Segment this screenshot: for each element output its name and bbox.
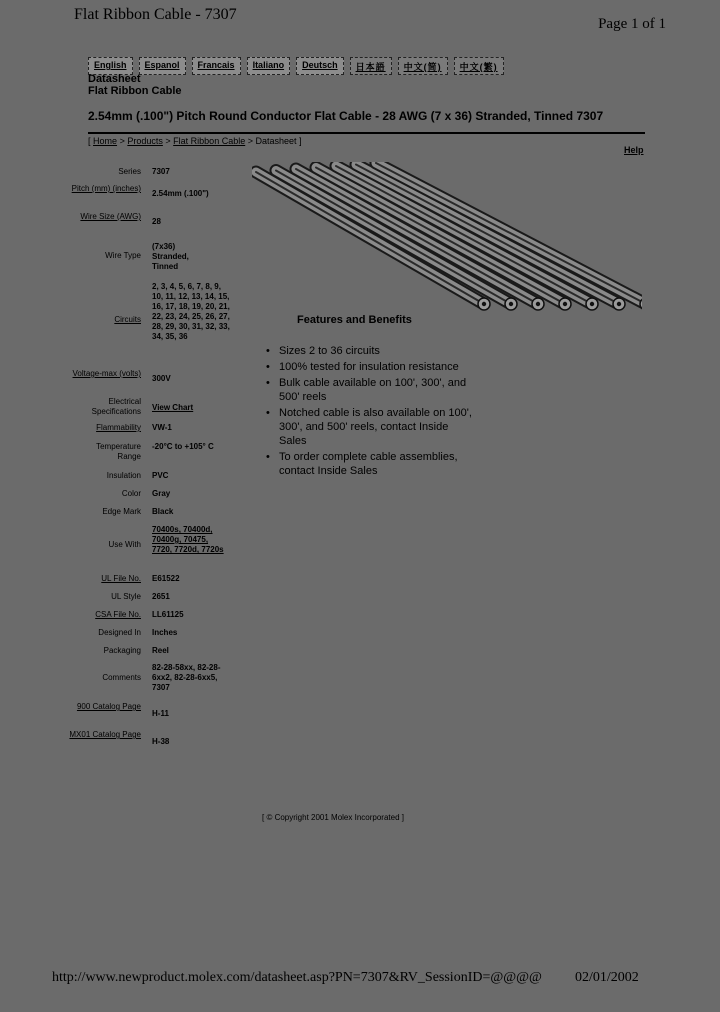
cable-conductor-core [617,302,621,306]
spec-label: Color [121,489,141,498]
spec-row-designed-in [80,628,240,640]
lang-italiano[interactable]: Italiano [247,57,291,75]
spec-label[interactable]: 900 Catalog Page [76,702,141,711]
spec-value: 2, 3, 4, 5, 6, 7, 8, 9, 10, 11, 12, 13, 14, 15, 16, 17, 18, 19, 20, 21, 22, 23, 24, 25, 26, 27, 28, 29, 30, 31, 32, 33, 34, 35, 36 [152,282,230,341]
spec-value: H-11 [152,709,169,718]
spec-row-wire-type [80,242,240,274]
spec-value: PVC [152,471,169,480]
breadcrumb-category[interactable]: Flat Ribbon Cable [173,136,246,146]
spec-row-flammability [80,423,240,435]
language-bar [88,57,530,75]
breadcrumb-sep: > [119,136,125,146]
use-with-links[interactable]: 70400s, 70400d, 70400g, 70475, 7720, 7720d, 7720s [152,525,224,554]
spec-value: VW-1 [152,423,172,432]
spec-value: Reel [152,646,169,655]
spec-label[interactable]: Wire Size (AWG) [80,212,141,221]
spec-row-900-catalog [76,702,240,724]
features-heading: Features and Benefits [297,314,412,326]
spec-label[interactable]: CSA File No. [95,610,141,619]
header-divider [88,132,645,134]
spec-label[interactable]: Pitch (mm) (inches) [71,184,141,193]
spec-value: 300V [152,374,171,383]
spec-label[interactable]: UL File No. [101,574,141,583]
spec-label: Comments [102,673,141,682]
page-number: Page 1 of 1 [598,16,666,32]
spec-row-comments [80,663,240,695]
spec-value: 28 [152,217,161,226]
breadcrumb-close: ] [299,136,302,146]
spec-row-use-with [80,525,240,569]
spec-row-csa-file [80,610,240,622]
spec-label[interactable]: Flammability [96,423,141,432]
footer-date: 02/01/2002 [575,970,639,985]
lang-japanese[interactable]: 日本語 [350,57,392,75]
spec-value: E61522 [152,574,180,583]
spec-row-series [80,167,240,179]
spec-label: Designed In [98,628,141,637]
cable-strands [256,163,642,310]
lang-francais[interactable]: Francais [192,57,241,75]
breadcrumb-sep: > [247,136,253,146]
breadcrumb-sep: > [165,136,171,146]
lang-espanol[interactable]: Espanol [139,57,186,75]
spec-label: Edge Mark [102,507,141,516]
spec-label[interactable]: Voltage-max (volts) [72,369,141,378]
spec-label[interactable]: Circuits [114,315,141,324]
spec-label: UL Style [111,592,141,601]
spec-row-circuits [80,282,240,362]
feature-item: • Bulk cable available on 100', 300', and 500' reels [266,376,476,404]
spec-value: H-38 [152,737,170,746]
spec-label: Insulation [106,471,141,480]
spec-row-color [80,489,240,501]
spec-row-edge-mark [80,507,240,519]
product-title: Flat Ribbon Cable [88,85,182,97]
spec-row-electrical [80,397,240,419]
breadcrumb-products[interactable]: Products [127,136,163,146]
spec-value: Black [152,507,174,516]
feature-item: • To order complete cable assemblies, contact Inside Sales [266,450,476,478]
breadcrumb-current: Datasheet [255,136,297,146]
spec-value: 2.54mm (.100") [152,189,209,198]
spec-row-insulation [80,471,240,483]
view-chart-link[interactable]: View Chart [152,403,194,412]
datasheet-label: Datasheet [88,73,141,85]
spec-value: LL61125 [152,610,184,619]
spec-row-ul-file [80,574,240,586]
feature-item: • 100% tested for insulation resistance [266,360,476,374]
feature-item: • Sizes 2 to 36 circuits [266,344,476,358]
product-subtitle: 2.54mm (.100") Pitch Round Conductor Flat Cable - 28 AWG (7 x 36) Stranded, Tinned 7307 [88,109,604,123]
spec-value: 2651 [152,592,170,601]
spec-row-wire-size [80,212,240,234]
lang-chinese-traditional[interactable]: 中文(繁) [454,57,504,75]
cable-conductor-core [482,302,486,306]
spec-row-temperature [80,442,240,464]
spec-value: (7x36) Stranded, Tinned [152,242,189,271]
spec-label[interactable]: MX01 Catalog Page [69,730,141,739]
help-link[interactable]: Help [624,145,644,155]
lang-english[interactable]: English [88,57,133,75]
breadcrumb-open: [ [88,136,91,146]
spec-label: Wire Type [105,251,141,260]
spec-label: Temperature Range [96,442,141,461]
spec-label: Series [118,167,141,176]
feature-item: • Notched cable is also available on 100', 300', and 500' reels, contact Inside Sales [266,406,476,448]
features-list [266,344,476,480]
cable-conductor-core [563,302,567,306]
spec-label: Electrical Specifications [91,397,141,416]
spec-row-mx01-catalog [69,730,240,752]
cable-conductor-core [590,302,594,306]
breadcrumb [88,136,302,146]
ribbon-cable-image [252,162,642,314]
breadcrumb-home[interactable]: Home [93,136,118,146]
footer-url: http://www.newproduct.molex.com/datasheet.asp?PN=7307&RV_SessionID=@@@@ [52,970,542,985]
spec-value: Gray [152,489,171,498]
spec-value: 82-28-58xx, 82-28-6xx2, 82-28-6xx5, 7307 [152,663,221,692]
spec-label: Use With [108,540,141,549]
lang-deutsch[interactable]: Deutsch [296,57,344,75]
spec-value: -20°C to +105° C [152,442,214,451]
page-header-title: Flat Ribbon Cable - 7307 [74,6,237,23]
spec-row-voltage [72,369,240,391]
spec-row-packaging [80,646,240,658]
spec-label: Packaging [103,646,141,655]
cable-conductor-core [536,302,540,306]
spec-row-pitch [71,184,240,206]
cable-conductor-core [509,302,513,306]
copyright: [ © Copyright 2001 Molex Incorporated ] [262,813,404,822]
spec-value: 7307 [152,167,170,176]
spec-row-ul-style [80,592,240,604]
lang-chinese-simplified[interactable]: 中文(简) [398,57,448,75]
spec-value: Inches [152,628,178,637]
